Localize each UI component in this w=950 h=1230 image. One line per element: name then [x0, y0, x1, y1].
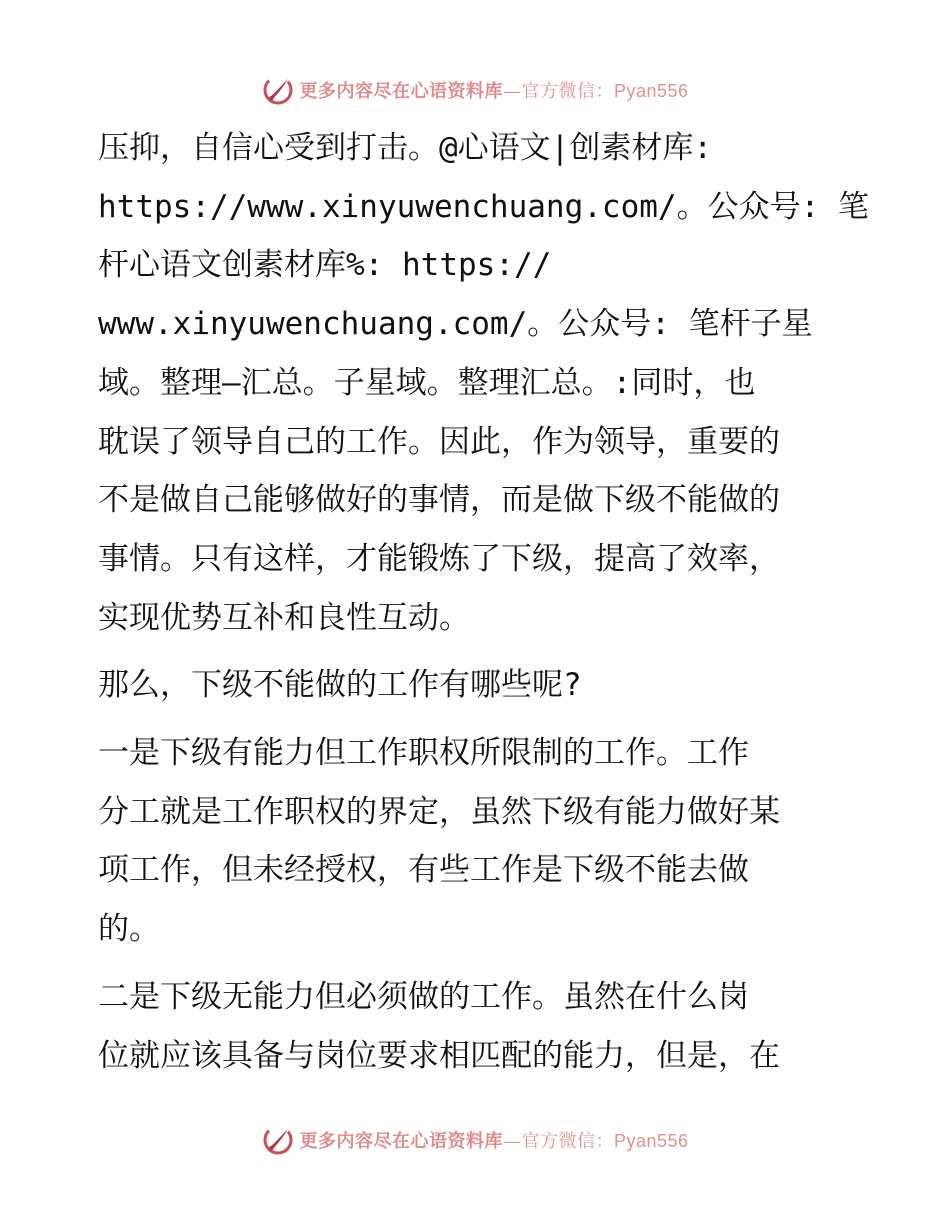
text-line: 压抑，自信心受到打击。@心语文|创素材库:	[98, 130, 712, 166]
text-line: 分工就是工作职权的界定，虽然下级有能力做好某	[98, 793, 780, 830]
text-line: 实现优势互补和良性互动。	[98, 599, 470, 636]
ink-brush-circle-icon	[261, 73, 295, 107]
text-line: 杆心语文创素材库%: https://	[98, 247, 552, 284]
text-line: 位就应该具备与岗位要求相匹配的能力，但是，在	[98, 1037, 780, 1074]
footer-banner	[0, 1120, 950, 1160]
text-line: https://www.xinyuwenchuang.com/。公众号: 笔	[98, 188, 869, 225]
text-line: 的。	[98, 911, 160, 948]
text-line: 耽误了领导自己的工作。因此，作为领导，重要的	[98, 423, 780, 460]
paragraph-3	[98, 724, 858, 959]
paragraph-4	[98, 968, 858, 1085]
text-line: 域。整理—汇总。子星域。整理汇总。:同时，也	[98, 364, 756, 401]
text-line: 那么，下级不能做的工作有哪些呢?	[98, 667, 582, 704]
text-line: www.xinyuwenchuang.com/。公众号: 笔杆子星	[98, 306, 813, 343]
banner-contact-prefix: 官方微信：	[521, 1131, 614, 1152]
banner-separator: —	[502, 81, 522, 102]
banner-text	[299, 77, 688, 103]
banner-text	[299, 1127, 688, 1153]
banner-contact-id: Pyan556	[613, 81, 689, 101]
banner-brand: 更多内容尽在心语资料库	[299, 81, 503, 102]
banner-contact-prefix: 官方微信：	[521, 81, 614, 102]
header-banner	[0, 70, 950, 110]
ink-brush-circle-icon	[261, 1123, 295, 1157]
text-line: 事情。只有这样，才能锻炼了下级，提高了效率，	[98, 540, 780, 577]
paragraph-1	[98, 119, 869, 647]
text-line: 项工作，但未经授权，有些工作是下级不能去做	[98, 852, 749, 889]
text-line: 一是下级有能力但工作职权所限制的工作。工作	[98, 735, 749, 772]
banner-separator: —	[502, 1131, 522, 1152]
document-body	[98, 119, 869, 1085]
banner-contact-id: Pyan556	[613, 1131, 689, 1151]
text-line: 不是做自己能够做好的事情，而是做下级不能做的	[98, 482, 780, 519]
banner-brand: 更多内容尽在心语资料库	[299, 1131, 503, 1152]
paragraph-2	[98, 656, 858, 715]
text-line: 二是下级无能力但必须做的工作。虽然在什么岗	[98, 978, 749, 1015]
